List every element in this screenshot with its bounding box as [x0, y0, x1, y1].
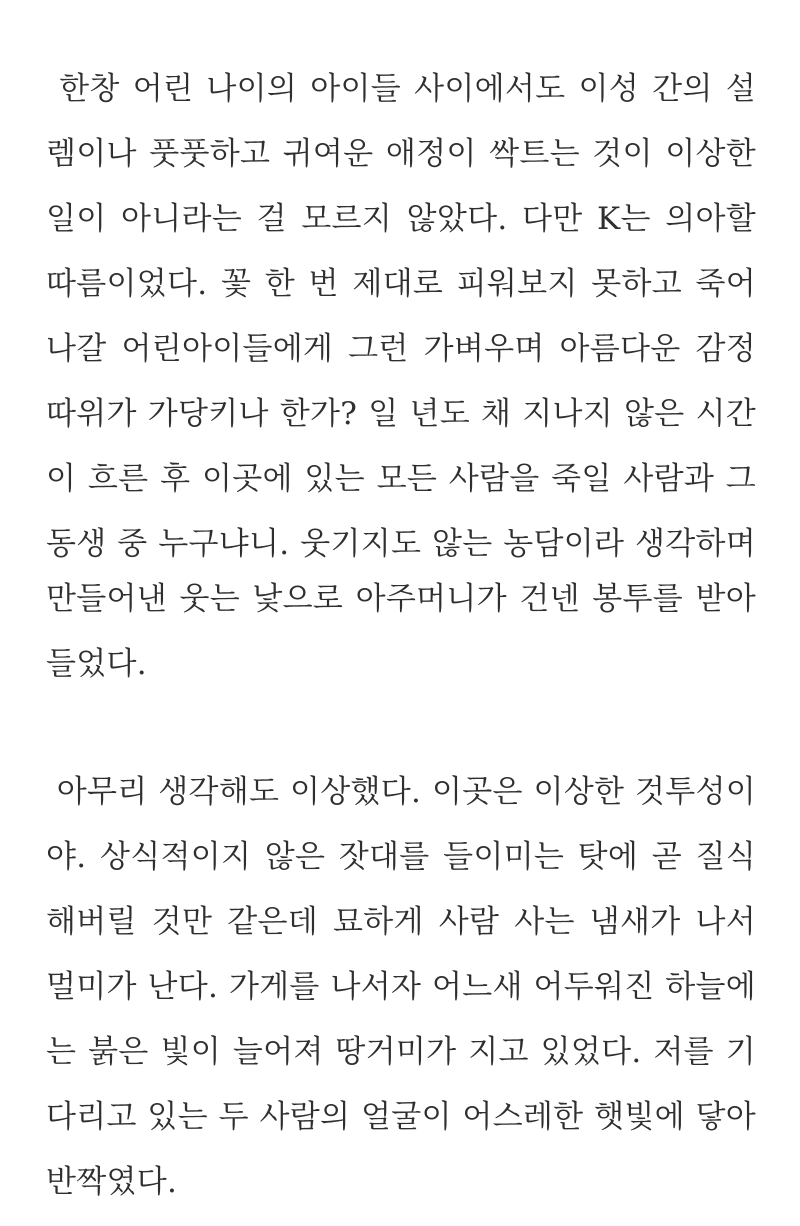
text-line: 해버릴 것만 같은데 묘하게 사람 사는 냄새가 나서 — [46, 904, 756, 940]
text-line: 동생 중 누구냐니. 웃기지도 않는 농담이라 생각하며 — [46, 526, 756, 562]
text-line: 다리고 있는 두 사람의 얼굴이 어스레한 햇빛에 닿아 — [46, 1099, 756, 1135]
text-line: 아무리 생각해도 이상했다. 이곳은 이상한 것투성이 — [46, 774, 756, 810]
text-line: 일이 아니라는 걸 모르지 않았다. 다만 K는 의아할 — [46, 201, 756, 237]
text-line: 만들어낸 웃는 낯으로 아주머니가 건넨 봉투를 받아 — [46, 581, 756, 617]
text-line: 렘이나 풋풋하고 귀여운 애정이 싹트는 것이 이상한 — [46, 136, 756, 172]
text-line: 들었다. — [46, 646, 147, 682]
text-line: 한창 어린 나이의 아이들 사이에서도 이성 간의 설 — [46, 71, 756, 107]
text-line: 반짝였다. — [46, 1164, 178, 1200]
text-line: 는 붉은 빛이 늘어져 땅거미가 지고 있었다. 저를 기 — [46, 1034, 756, 1070]
text-line: 따위가 가당키나 한가? 일 년도 채 지나지 않은 시간 — [46, 396, 756, 432]
text-line: 따름이었다. 꽃 한 번 제대로 피워보지 못하고 죽어 — [46, 266, 756, 302]
text-line: 야. 상식적이지 않은 잣대를 들이미는 탓에 곧 질식 — [46, 839, 756, 875]
text-line: 이 흐른 후 이곳에 있는 모든 사람을 죽일 사람과 그 — [46, 461, 756, 497]
text-line: 멀미가 난다. 가게를 나서자 어느새 어두워진 하늘에 — [46, 969, 756, 1005]
text-line: 나갈 어린아이들에게 그런 가벼우며 아름다운 감정 — [46, 331, 756, 367]
